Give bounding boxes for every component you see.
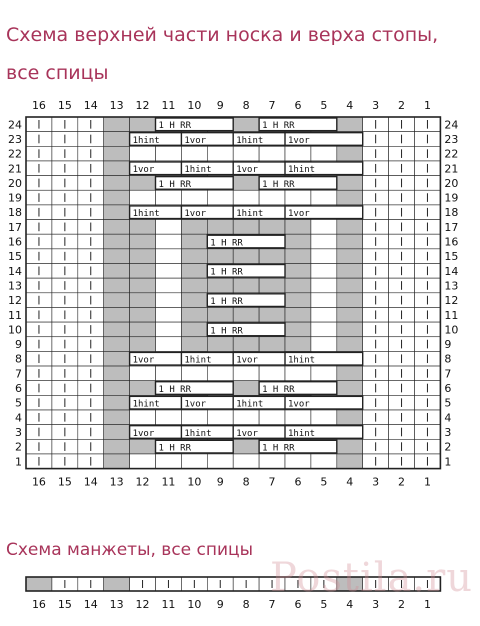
cable-label: 1vor [236,355,258,366]
chart-cell [311,146,337,161]
chart-cell [104,439,130,454]
cable-label: 1vor [132,355,155,366]
cable-label: 1 H RR [210,296,243,307]
chart-cell [285,410,311,425]
cuff-col-number: 14 [83,598,98,611]
chart-title-line1: Схема верхней части носка и верха стопы, [6,24,439,46]
chart-cell [337,307,363,322]
col-number-top: 14 [83,99,98,112]
cable-label: 1 H RR [210,326,243,337]
cable-label: 1vor [288,399,310,410]
row-number-right: 5 [444,396,452,410]
chart-cell [259,220,285,235]
row-number-left: 15 [8,250,22,264]
cuff-col-number: 16 [31,598,46,611]
chart-cell [156,249,182,264]
chart-cell [233,220,259,235]
row-number-right: 18 [444,206,459,220]
cable-label: 1vor [288,209,310,220]
row-number-left: 7 [15,367,22,381]
row-number-left: 14 [8,264,22,278]
chart-cell [130,117,156,132]
cable-label: 1vor [184,135,207,146]
col-number-top: 13 [109,99,124,112]
chart-cell [337,454,363,469]
cable-label: 1hint [236,399,264,410]
chart-cell [233,410,259,425]
chart-cell [311,264,337,279]
cuff-col-number: 4 [346,598,354,611]
cuff-col-number: 1 [423,598,431,611]
chart-cell [156,146,182,161]
row-number-right: 2 [444,440,452,454]
chart-cell [207,220,233,235]
chart-cell [104,249,130,264]
cable-label: 1 H RR [158,179,192,190]
chart-cell [130,307,156,322]
row-number-right: 16 [444,235,459,249]
chart-cell [130,381,156,396]
col-number-bottom: 16 [31,475,46,489]
chart-cell [337,176,363,191]
col-number-top: 7 [268,99,276,112]
row-number-right: 3 [444,425,452,439]
row-number-right: 12 [444,294,459,308]
col-number-bottom: 11 [161,475,176,489]
col-number-top: 16 [31,99,46,112]
chart-cell [156,293,182,308]
chart-cell [130,366,156,381]
cuff-col-number: 8 [242,598,250,611]
cuff-col-number: 9 [216,598,224,611]
chart-cell [181,220,207,235]
chart-cell [311,220,337,235]
chart-cell [104,264,130,279]
cable-label: 1 H RR [262,443,295,454]
col-number-top: 1 [423,99,431,112]
col-number-top: 6 [294,99,302,112]
cuff-col-number: 10 [187,598,202,611]
row-number-right: 13 [444,279,459,293]
chart-cell [285,293,311,308]
row-number-left: 3 [15,425,22,439]
chart-cell [130,410,156,425]
cuff-col-number: 12 [135,598,150,611]
chart-cell [337,293,363,308]
col-number-bottom: 4 [346,475,354,489]
row-number-right: 22 [444,147,459,161]
chart-cell [259,146,285,161]
chart-cell [156,234,182,249]
row-number-left: 2 [15,440,22,454]
cable-label: 1hint [288,165,316,176]
cable-label: 1vor [236,428,258,439]
chart-cell [259,366,285,381]
cuff-cell [104,577,130,591]
cable-label: 1hint [184,355,212,366]
row-number-left: 10 [8,323,22,337]
cable-label: 1vor [132,165,155,176]
chart-cell [130,190,156,205]
cuff-col-number: 3 [372,598,380,611]
col-number-bottom: 13 [109,475,124,489]
chart-cell [130,439,156,454]
chart-cell [337,220,363,235]
chart-cell [104,410,130,425]
chart-cell [285,322,311,337]
chart-cell [311,307,337,322]
chart-cell [104,176,130,191]
chart-cell [181,234,207,249]
chart-cell [311,366,337,381]
cuff-title: Схема манжеты, все спицы [6,540,254,560]
chart-cell [130,146,156,161]
chart-cell [285,454,311,469]
chart-cell [233,454,259,469]
row-number-right: 7 [444,367,452,381]
chart-cell [130,264,156,279]
cable-label: 1vor [288,135,310,146]
col-number-bottom: 1 [423,475,431,489]
col-number-bottom: 7 [268,475,276,489]
row-number-left: 5 [15,396,22,410]
chart-cell [104,395,130,410]
chart-cell [207,146,233,161]
chart-cell [104,146,130,161]
chart-cell [207,337,233,352]
col-number-top: 5 [320,99,328,112]
chart-cell [181,278,207,293]
chart-cell [233,381,259,396]
cable-label: 1hint [236,135,264,146]
chart-cell [104,117,130,132]
cable-label: 1 H RR [158,384,192,395]
chart-cell [104,190,130,205]
chart-cell [181,146,207,161]
chart-cell [156,454,182,469]
row-number-left: 21 [8,162,22,176]
chart-cell [337,439,363,454]
chart-cell [130,278,156,293]
cable-label: 1 H RR [210,267,243,278]
col-number-bottom: 12 [135,475,150,489]
chart-cell [181,454,207,469]
chart-cell [130,220,156,235]
row-number-right: 1 [444,455,452,469]
chart-cell [104,337,130,352]
cuff-col-number: 13 [109,598,124,611]
chart-cell [104,425,130,440]
watermark: Postila.ru [270,555,474,601]
chart-cell [104,454,130,469]
chart-cell [156,366,182,381]
chart-cell [337,190,363,205]
col-number-bottom: 8 [242,475,250,489]
chart-cell [207,366,233,381]
chart-cell [233,278,259,293]
row-number-left: 13 [8,279,22,293]
chart-cell [259,410,285,425]
chart-cell [311,278,337,293]
cable-label: 1vor [236,165,258,176]
cable-label: 1 H RR [158,443,192,454]
col-number-bottom: 9 [216,475,224,489]
chart-cell [104,205,130,220]
chart-cell [130,293,156,308]
cable-label: 1 H RR [158,121,192,132]
cable-label: 1hint [184,428,212,439]
chart-cell [259,190,285,205]
row-number-right: 6 [444,382,452,396]
row-number-left: 8 [15,352,22,366]
chart-cell [233,146,259,161]
col-number-top: 4 [346,99,354,112]
col-number-bottom: 2 [398,475,406,489]
row-number-right: 4 [444,411,452,425]
row-number-left: 20 [8,176,22,190]
row-number-right: 20 [444,176,459,190]
chart-cell [285,146,311,161]
cable-label: 1vor [184,399,207,410]
chart-cell [104,381,130,396]
row-number-left: 12 [8,294,22,308]
chart-cell [104,220,130,235]
col-number-bottom: 3 [372,475,380,489]
row-number-left: 22 [8,147,22,161]
chart-cell [233,337,259,352]
row-number-right: 11 [444,308,459,322]
chart-title-line2: все спицы [6,62,109,84]
row-number-left: 6 [15,382,22,396]
chart-cell [311,322,337,337]
chart-cell [130,337,156,352]
chart-cell [130,249,156,264]
chart-cell [181,264,207,279]
cable-label: 1vor [132,428,155,439]
row-number-left: 4 [15,411,22,425]
col-number-top: 12 [135,99,150,112]
cuff-col-number: 6 [294,598,302,611]
cable-label: 1hint [288,428,316,439]
row-number-right: 17 [444,220,459,234]
chart-cell [285,278,311,293]
chart-cell [130,176,156,191]
cuff-col-number: 7 [268,598,276,611]
chart-cell [285,366,311,381]
col-number-top: 10 [187,99,202,112]
chart-cell [285,249,311,264]
chart-cell [337,322,363,337]
row-number-right: 10 [444,323,459,337]
row-number-left: 19 [8,191,22,205]
row-number-left: 24 [8,118,22,132]
chart-cell [259,249,285,264]
chart-cell [130,234,156,249]
chart-cell [207,249,233,264]
chart-cell [259,454,285,469]
chart-cell [337,234,363,249]
col-number-top: 2 [398,99,406,112]
chart-cell [104,322,130,337]
row-number-right: 9 [444,338,452,352]
chart-cell [181,249,207,264]
chart-cell [337,249,363,264]
row-number-right: 14 [444,264,459,278]
chart-cell [233,190,259,205]
col-number-top: 11 [161,99,176,112]
cuff-cell [26,577,52,591]
row-number-left: 17 [8,220,22,234]
cable-label: 1hint [132,135,160,146]
chart-cell [259,278,285,293]
chart-cell [156,337,182,352]
chart-cell [104,293,130,308]
chart-cell [181,307,207,322]
chart-cell [311,190,337,205]
row-number-left: 18 [8,206,22,220]
chart-cell [337,278,363,293]
cable-label: 1hint [236,209,264,220]
row-number-left: 16 [8,235,22,249]
chart-cell [285,307,311,322]
chart-cell [207,307,233,322]
row-number-right: 8 [444,352,452,366]
cable-label: 1hint [288,355,316,366]
row-number-right: 19 [444,191,459,205]
chart-cell [156,220,182,235]
chart-cell [207,278,233,293]
row-number-right: 23 [444,132,459,146]
chart-cell [311,337,337,352]
chart-cell [181,410,207,425]
cable-label: 1hint [184,165,212,176]
col-number-top: 3 [372,99,380,112]
cable-label: 1 H RR [262,384,295,395]
chart-cell [311,234,337,249]
cable-label: 1hint [132,399,160,410]
chart-cell [337,337,363,352]
cable-label: 1 H RR [210,238,243,249]
chart-cell [156,322,182,337]
row-number-right: 24 [444,118,459,132]
chart-cell [181,337,207,352]
row-number-right: 21 [444,162,459,176]
chart-cell [104,307,130,322]
chart-cell [233,117,259,132]
cable-label: 1 H RR [262,179,295,190]
chart-cell [130,322,156,337]
chart-cell [285,234,311,249]
chart-cell [181,366,207,381]
chart-cell [285,220,311,235]
cuff-col-number: 2 [398,598,406,611]
chart-cell [337,146,363,161]
chart-cell [233,307,259,322]
col-number-top: 15 [57,99,72,112]
chart-cell [156,278,182,293]
col-number-bottom: 15 [57,475,72,489]
chart-cell [207,190,233,205]
cuff-col-number: 5 [320,598,328,611]
chart-cell [233,176,259,191]
col-number-bottom: 14 [83,475,98,489]
chart-cell [337,410,363,425]
chart-cell [259,337,285,352]
chart-cell [233,249,259,264]
chart-cell [311,249,337,264]
cable-label: 1hint [132,209,160,220]
chart-cell [104,132,130,147]
chart-cell [181,322,207,337]
chart-cell [233,439,259,454]
chart-cell [104,234,130,249]
cuff-col-number: 11 [161,598,176,611]
chart-cell [207,454,233,469]
row-number-left: 9 [15,338,22,352]
chart-cell [207,410,233,425]
col-number-bottom: 5 [320,475,328,489]
row-number-left: 1 [15,455,22,469]
chart-cell [337,381,363,396]
row-number-right: 15 [444,250,459,264]
chart-cell [259,307,285,322]
chart-cell [311,410,337,425]
cuff-col-number: 15 [57,598,72,611]
chart-cell [104,161,130,176]
row-number-left: 11 [8,308,22,322]
chart-cell [104,278,130,293]
chart-cell [156,190,182,205]
chart-cell [233,366,259,381]
chart-cell [156,264,182,279]
chart-cell [156,410,182,425]
chart-cell [337,117,363,132]
chart-cell [311,454,337,469]
col-number-top: 9 [216,99,224,112]
chart-cell [285,337,311,352]
col-number-top: 8 [242,99,250,112]
chart-cell [130,454,156,469]
chart-cell [337,366,363,381]
row-number-left: 23 [8,132,22,146]
chart-cell [181,190,207,205]
chart-cell [337,264,363,279]
cable-label: 1 H RR [262,121,295,132]
chart-cell [104,366,130,381]
cable-label: 1vor [184,209,207,220]
col-number-bottom: 10 [187,475,202,489]
col-number-bottom: 6 [294,475,302,489]
chart-cell [104,351,130,366]
chart-cell [285,190,311,205]
chart-cell [181,293,207,308]
chart-cell [156,307,182,322]
chart-cell [285,264,311,279]
chart-cell [311,293,337,308]
